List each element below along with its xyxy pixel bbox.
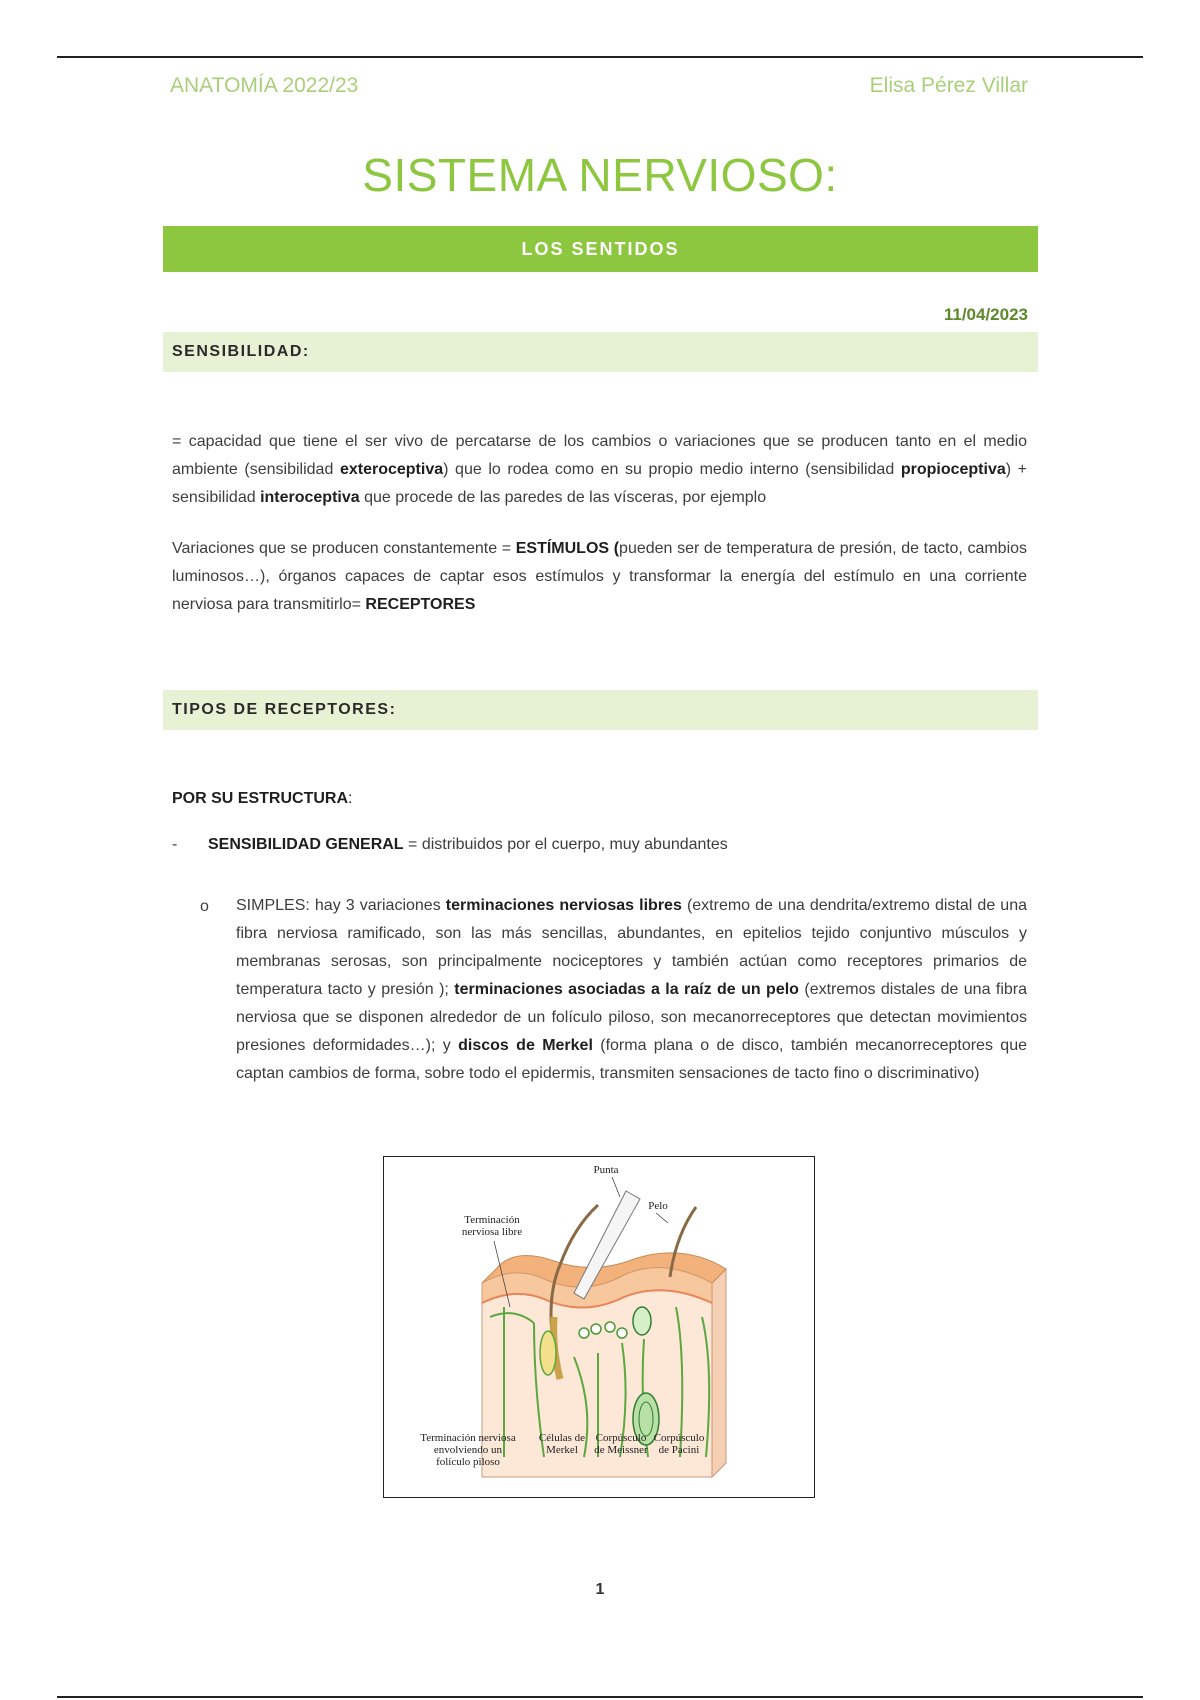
list-item-general: - SENSIBILIDAD GENERAL = distribuidos por el cuerpo, muy abundantes: [172, 836, 728, 853]
header-author: Elisa Pérez Villar: [869, 74, 1028, 97]
skin-receptors-diagram: [384, 1157, 814, 1497]
circle-bullet: o: [200, 898, 209, 915]
paragraph-simples: SIMPLES: hay 3 variaciones terminaciones nerviosas libres (extremo de una dendrita/extremo distal de una fibra nerviosa ramificado, son las más sencillas, abundantes, en epitelios tejido conjuntivo músculos y membranas serosas, son principalmente nociceptores y también actúan como receptores primarios de temperatura tacto y presión ); terminaciones asociadas a la raíz de un pelo (extremos distales de una fibra nerviosa que se disponen alrededor de un folículo piloso, son mecanorreceptores que detectan movimientos presiones deformidades…); y discos de Merkel (forma plana o de disco, también mecanorreceptores que captan cambios de forma, sobre todo el epidermis, transmiten sensaciones de tacto fino o discriminativo): [236, 897, 1028, 1082]
svg-text:Pelo: Pelo: [648, 1200, 668, 1212]
svg-text:folículo piloso: folículo piloso: [436, 1456, 500, 1468]
bottom-rule: [57, 1696, 1143, 1698]
svg-text:Células de: Células de: [538, 1432, 586, 1444]
paragraph-estimulos: Variaciones que se producen constantemente = ESTÍMULOS (pueden ser de temperatura de presión, de tacto, cambios luminosos…), órganos capaces de captar esos estímulos y transformar la energía del estímulo en una corriente nerviosa para transmitirlo= RECEPTORES: [172, 540, 1028, 613]
section-heading-sensibilidad: SENSIBILIDAD:: [163, 332, 1038, 372]
svg-text:Merkel: Merkel: [546, 1444, 578, 1456]
section-heading-tipos: TIPOS DE RECEPTORES:: [163, 690, 1038, 730]
page-number: 1: [595, 1581, 605, 1598]
header-course: ANATOMÍA 2022/23: [170, 74, 359, 97]
subheading-estructura: POR SU ESTRUCTURA:: [172, 790, 353, 807]
svg-text:de Pacini: de Pacini: [658, 1444, 700, 1456]
svg-text:envolviendo un: envolviendo un: [433, 1444, 503, 1456]
subtitle-banner: LOS SENTIDOS: [163, 226, 1038, 272]
paragraph-sensibilidad: = capacidad que tiene el ser vivo de percatarse de los cambios o variaciones que se producen tanto en el medio ambiente (sensibilidad exteroceptiva) que lo rodea como en su propio medio interno (sensibilidad propioceptiva) + sensibilidad interoceptiva que procede de las paredes de las vísceras, por ejemplo: [172, 433, 1028, 506]
svg-text:nerviosa libre: nerviosa libre: [461, 1226, 523, 1238]
svg-text:Corpúsculo: Corpúsculo: [653, 1432, 705, 1444]
dash-bullet: -: [172, 836, 178, 853]
svg-text:Punta: Punta: [593, 1164, 619, 1176]
svg-text:Terminación: Terminación: [464, 1214, 520, 1226]
document-date: 11/04/2023: [943, 305, 1028, 324]
svg-text:Terminación nerviosa: Terminación nerviosa: [420, 1432, 516, 1444]
svg-text:de Meissner: de Meissner: [594, 1444, 648, 1456]
page-title: SISTEMA NERVIOSO:: [362, 149, 838, 201]
skin-receptors-figure: [383, 1156, 815, 1498]
top-rule: [57, 56, 1143, 58]
svg-text:Corpúsculo: Corpúsculo: [595, 1432, 647, 1444]
